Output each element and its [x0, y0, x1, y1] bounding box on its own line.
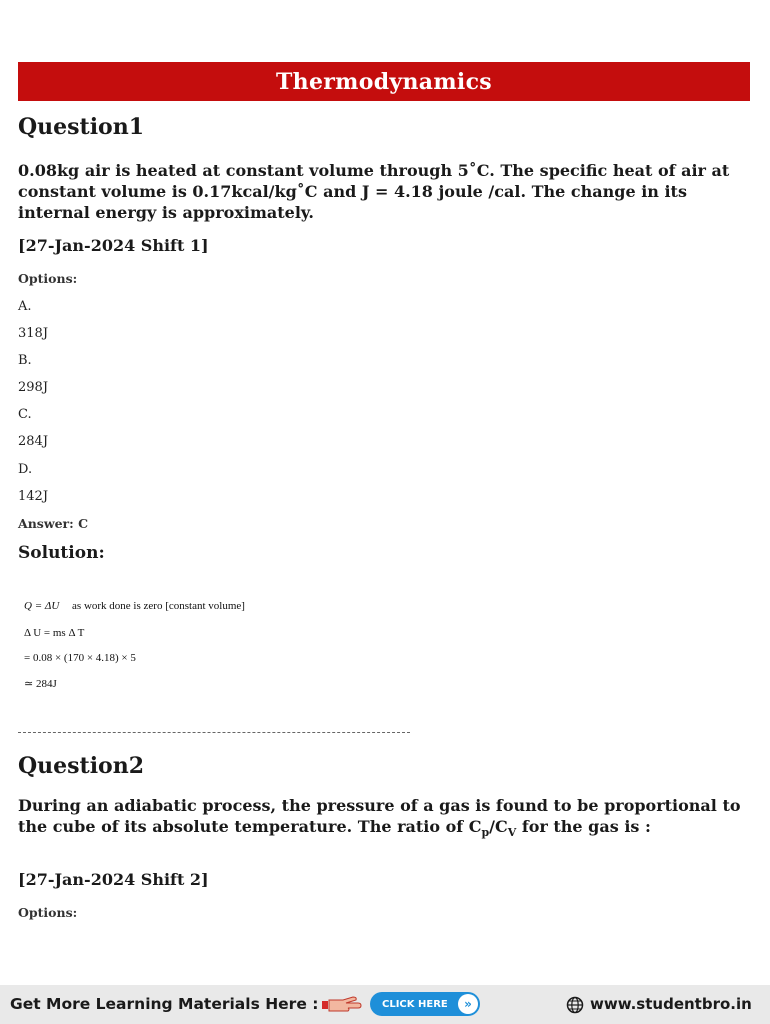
option-c-value: 284J	[18, 434, 49, 449]
website-link[interactable]: www.studentbro.in	[590, 995, 752, 1013]
option-c-letter: C.	[18, 407, 32, 422]
question2-text	[18, 795, 748, 843]
solution-heading: Solution:	[18, 543, 105, 563]
footer-cta: Get More Learning Materials Here :	[10, 995, 319, 1013]
option-b-value: 298J	[18, 380, 49, 395]
double-chevron-right-icon: »	[458, 994, 478, 1014]
question2-text-main: During an adiabatic process, the pressure of a gas is found to be proportional to the cube of its absolute temperature. The ratio of	[18, 796, 741, 836]
chapter-title: Thermodynamics	[276, 68, 492, 95]
solution-line-1-math: Q = ΔU	[24, 600, 60, 612]
ratio-sub-v: V	[507, 826, 517, 840]
question1-options-label: Options:	[18, 271, 78, 286]
option-a-value: 318J	[18, 326, 49, 341]
solution-line-1-text: as work done is zero [constant volume]	[72, 600, 245, 612]
option-a-letter: A.	[18, 299, 32, 314]
question2-shift: [27-Jan-2024 Shift 2]	[18, 870, 209, 889]
solution-line-2: Δ U = ms Δ T	[24, 627, 85, 639]
pointing-hand-icon	[322, 993, 362, 1019]
ratio-c1: C	[468, 817, 482, 836]
ratio-slash: /C	[489, 817, 508, 836]
footer-bar	[0, 985, 770, 1024]
question2-text-tail: for the gas is :	[516, 817, 651, 836]
solution-line-1	[24, 600, 245, 612]
question1-text: 0.08kg air is heated at constant volume through 5˚C. The specific heat of air at constant volume is 0.17kcal/kg˚C and J = 4.18 joule /cal. The change in its internal energy is approximately.	[18, 161, 730, 222]
solution-line-4: ≃ 284J	[24, 678, 57, 690]
globe-icon	[566, 996, 584, 1018]
option-b-letter: B.	[18, 353, 32, 368]
click-here-button[interactable]	[370, 992, 480, 1016]
chapter-banner	[18, 62, 750, 101]
question1-heading: Question1	[18, 114, 145, 140]
question-separator	[18, 732, 410, 733]
solution-line-3: = 0.08 × (170 × 4.18) × 5	[24, 652, 136, 664]
option-d-value: 142J	[18, 489, 49, 504]
question1-answer: Answer: C	[18, 516, 89, 531]
question2-heading: Question2	[18, 753, 145, 779]
ratio-sub-p: p	[481, 826, 490, 840]
option-d-letter: D.	[18, 462, 33, 477]
question2-options-label: Options:	[18, 905, 78, 920]
click-here-label: CLICK HERE	[382, 998, 448, 1010]
question1-shift: [27-Jan-2024 Shift 1]	[18, 236, 209, 255]
